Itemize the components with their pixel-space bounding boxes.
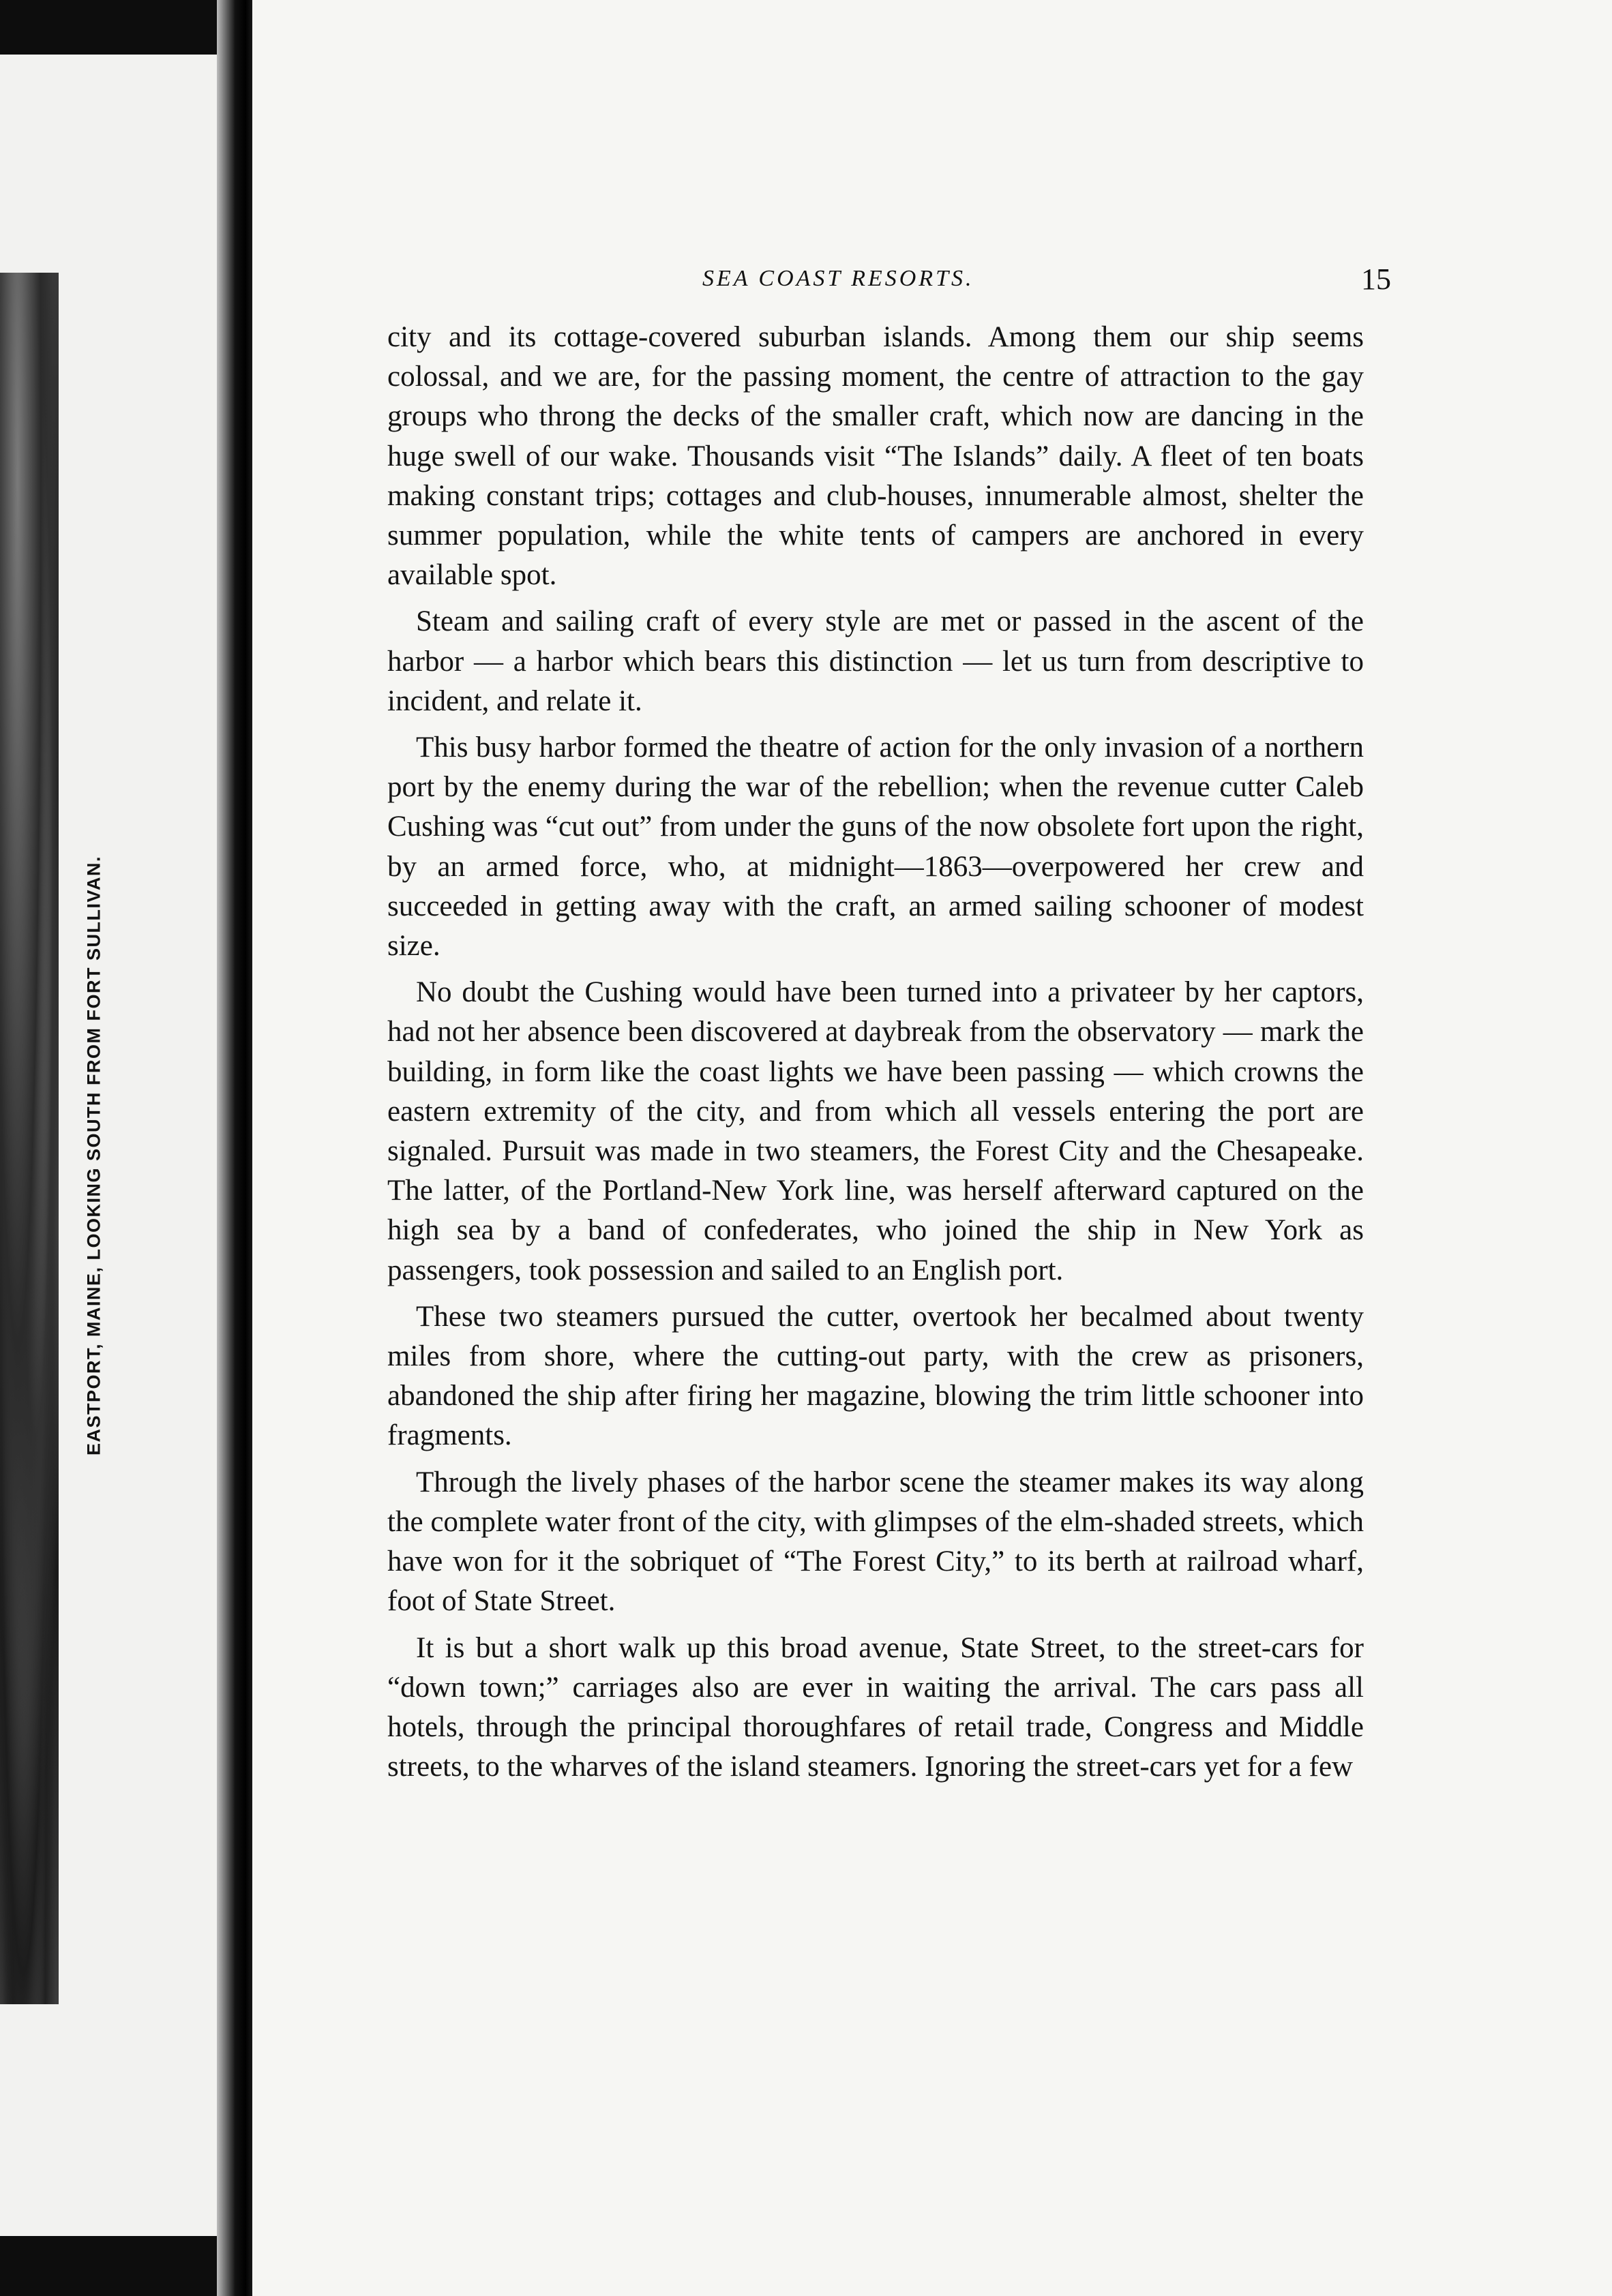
left-page [0, 55, 239, 2236]
page-number: 15 [1361, 262, 1391, 296]
paragraph: No doubt the Cushing would have been turned into a privateer by her captors, had not her absence been discovered at daybreak from the observatory — mark the building, in form like the coast lights we have been passing — which crowns the eastern extremity of the city, and from which all vessels entering the port are signaled. Pursuit was made in two steamers, the Forest City and the Chesapeake. The latter, of the Portland-New York line, was herself afterward captured on the high sea by a band of confederates, who joined the ship in New York as passengers, took possession and sailed to an English port. [387, 976, 1364, 1286]
book-gutter [217, 0, 258, 2296]
paragraph: Through the lively phases of the harbor scene the steamer makes its way along the complete water front of the city, with glimpses of the elm-shaded streets, which have won for it the sobriquet of “The Forest City,” to its berth at railroad wharf, foot of State Street. [387, 1466, 1364, 1618]
paragraph: city and its cottage-covered suburban islands. Among them our ship seems colossal, and we are, for the passing moment, the centre of attraction to the gay groups who throng the decks of the smaller craft, which now are dancing in the huge swell of our wake. Thousands visit “The Islands” daily. A fleet of ten boats making constant trips; cottages and club-houses, innumerable almost, shelter the summer population, while the white tents of campers are anchored in every available spot. [387, 321, 1364, 592]
photo-plate [0, 273, 59, 2004]
running-head: SEA COAST RESORTS. [702, 266, 974, 291]
page-header [457, 262, 1391, 314]
plate-caption-wrapper [74, 832, 115, 1479]
plate-caption: EASTPORT, MAINE, LOOKING SOUTH FROM FORT SULLIVAN. [83, 856, 104, 1455]
paragraph: It is but a short walk up this broad avenue, State Street, to the street-cars for “down town;” carriages also are ever in waiting the arrival. The cars pass all hotels, through the principal thoroughfares of retail trade, Congress and Middle streets, to the wharves of the island steamers. Ignoring the street-cars yet for a few [387, 1631, 1364, 1783]
paragraph: These two steamers pursued the cutter, overtook her becalmed about twenty miles from shore, where the cutting-out party, with the crew as prisoners, abandoned the ship after firing her magazine, blowing the trim little schooner into fragments. [387, 1300, 1364, 1452]
paragraph: This busy harbor formed the theatre of action for the only invasion of a northern port by the enemy during the war of the rebellion; when the revenue cutter Caleb Cushing was “cut out” from under the guns of the now obsolete fort upon the right, by an armed force, who, at midnight—1863—overpowered her crew and succeeded in getting away with the craft, an armed sailing schooner of modest size. [387, 731, 1364, 963]
paragraph: Steam and sailing craft of every style are met or passed in the ascent of the harbor — a harbor which bears this distinction — let us turn from descriptive to incident, and relate it. [387, 605, 1364, 717]
body-text [387, 318, 1364, 1794]
